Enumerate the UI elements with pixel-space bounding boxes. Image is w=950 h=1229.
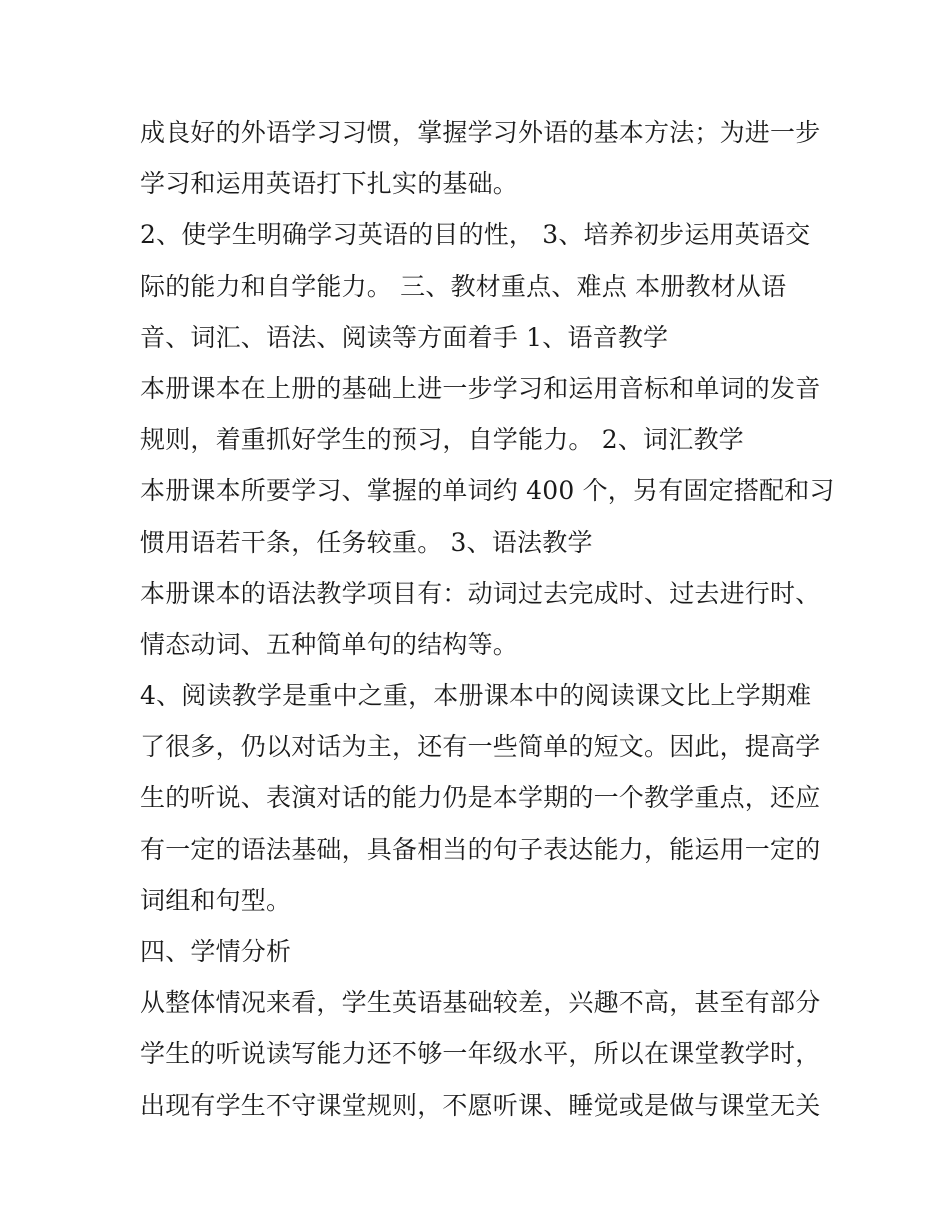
- text-line-11: 情态动词、五种简单句的结构等。: [140, 629, 519, 659]
- text-line-10: 本册课本的语法教学项目有：动词过去完成时、过去进行时、: [140, 578, 821, 608]
- text-line-14: 生的听说、表演对话的能力仍是本学期的一个教学重点，还应: [140, 783, 821, 813]
- text-line-17: 四、学情分析: [140, 937, 292, 966]
- text-line-9: 惯用语若干条，任务较重。 3、语法教学: [140, 527, 593, 557]
- text-line-12: 4、阅读教学是重中之重，本册课本中的阅读课文比上学期难: [140, 681, 812, 711]
- text-line-19: 学生的听说读写能力还不够一年级水平，所以在课堂教学时，: [140, 1039, 821, 1069]
- text-line-13: 了很多，仍以对话为主，还有一些简单的短文。因此，提高学: [140, 732, 821, 762]
- text-line-3: 2、使学生明确学习英语的目的性， 3、培养初步运用英语交: [140, 220, 811, 250]
- text-line-7: 规则，着重抓好学生的预习，自学能力。 2、词汇教学: [140, 425, 744, 455]
- text-line-6: 本册课本在上册的基础上进一步学习和运用音标和单词的发音: [140, 373, 821, 403]
- body-text: [140, 107, 835, 1131]
- text-line-20: 出现有学生不守课堂规则，不愿听课、睡觉或是做与课堂无关: [140, 1090, 821, 1120]
- text-line-16: 词组和句型。: [140, 885, 292, 915]
- text-line-18: 从整体情况来看，学生英语基础较差，兴趣不高，甚至有部分: [140, 988, 821, 1018]
- text-line-1: 成良好的外语学习习惯，掌握学习外语的基本方法；为进一步: [140, 118, 821, 147]
- text-line-4: 际的能力和自学能力。 三、教材重点、难点 本册教材从语: [140, 271, 787, 301]
- text-line-5: 音、词汇、语法、阅读等方面着手 1、语音教学: [140, 322, 669, 352]
- text-line-15: 有一定的语法基础，具备相当的句子表达能力，能运用一定的: [140, 834, 821, 864]
- text-line-2: 学习和运用英语打下扎实的基础。: [140, 169, 519, 199]
- text-line-8: 本册课本所要学习、掌握的单词约 400 个，另有固定搭配和习: [140, 476, 835, 506]
